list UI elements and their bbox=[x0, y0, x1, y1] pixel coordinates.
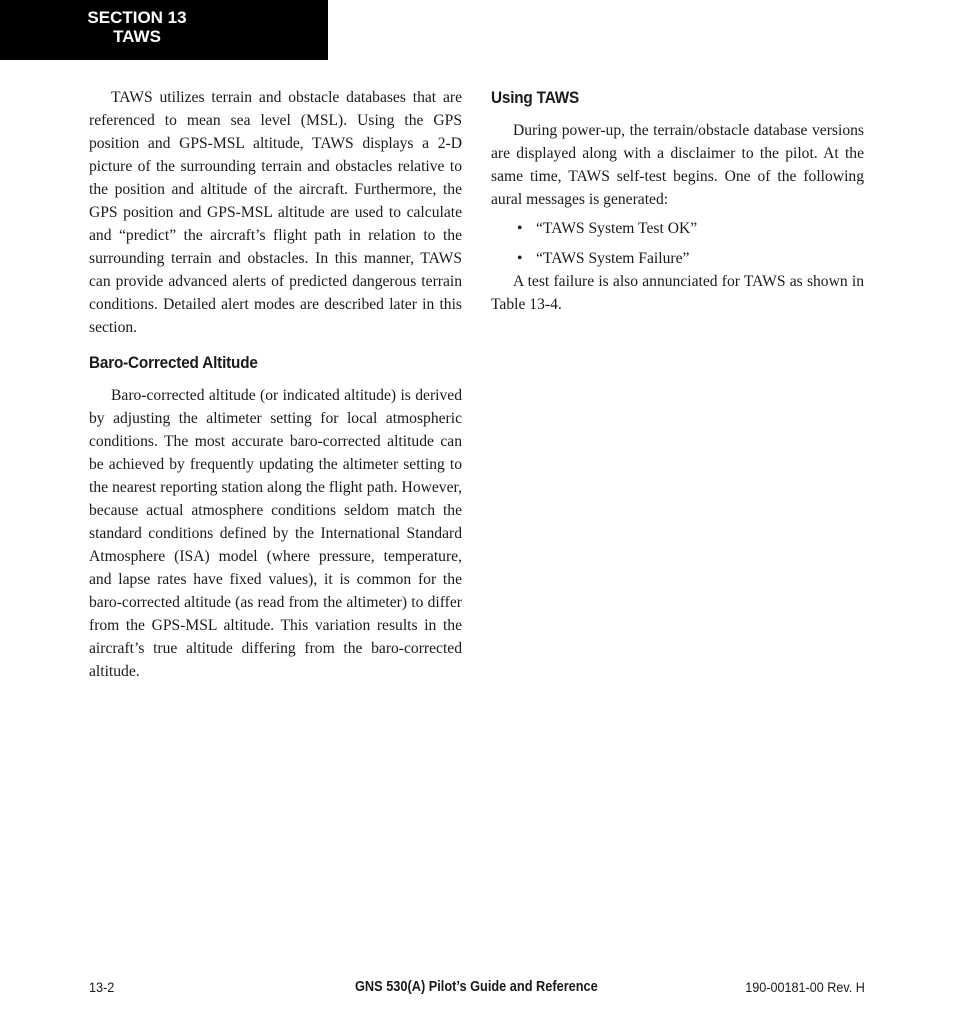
using-taws-heading: Using TAWS bbox=[491, 88, 580, 107]
aural-message-system-failure: “TAWS System Failure” bbox=[536, 250, 690, 267]
test-failure-paragraph: A test failure is also annunciated for TAWS as shown in Table 13-4. bbox=[491, 273, 864, 313]
aural-messages-list bbox=[491, 217, 864, 270]
list-item bbox=[491, 247, 864, 270]
bullet-marker: • bbox=[517, 250, 523, 267]
right-column bbox=[491, 86, 864, 316]
intro-paragraph: TAWS utilizes terrain and obstacle databases that are referenced to mean sea level (MSL). Using the GPS position and GPS-MSL altitude, TAWS displays a 2-D picture of the surrounding terrain and obstacles relative to the position and altitude of the aircraft. Furthermore, the GPS position and GPS-MSL altitude are used to calculate and “predict” the aircraft’s flight path in relation to the surrounding terrain and obstacles. In this manner, TAWS can provide advanced alerts of predicted dangerous terrain conditions. Detailed alert modes are described later in this section. bbox=[89, 89, 462, 336]
baro-corrected-altitude-heading: Baro-Corrected Altitude bbox=[89, 353, 258, 372]
bullet-marker: • bbox=[517, 220, 523, 237]
section-number: SECTION 13 bbox=[87, 8, 187, 27]
section-title: TAWS bbox=[113, 27, 161, 46]
document-title: GNS 530(A) Pilot’s Guide and Reference bbox=[355, 979, 598, 995]
section-tab bbox=[0, 0, 328, 60]
page-footer bbox=[89, 979, 865, 999]
page-number: 13-2 bbox=[89, 979, 115, 995]
left-column bbox=[89, 86, 462, 683]
baro-corrected-altitude-paragraph: Baro-corrected altitude (or indicated altitude) is derived by adjusting the altimeter setting for local atmospheric conditions. The most accurate baro-corrected altitude can be achieved by frequently updating the altimeter setting to the nearest reporting station along the flight path. However, because actual atmosphere conditions seldom match the standard conditions defined by the International Standard Atmosphere (ISA) model (where pressure, temperature, and lapse rates have fixed values), it is common for the baro-corrected altitude (as read from the altimeter) to differ from the GPS-MSL altitude. This variation results in the aircraft’s true altitude differing from the baro-corrected altitude. bbox=[89, 387, 462, 680]
list-item bbox=[491, 217, 864, 240]
document-number: 190-00181-00 Rev. H bbox=[745, 979, 865, 995]
aural-message-test-ok: “TAWS System Test OK” bbox=[536, 220, 698, 237]
using-taws-paragraph: During power-up, the terrain/obstacle database versions are displayed along with a disclaimer to the pilot. At the same time, TAWS self-test begins. One of the following aural messages is generated: bbox=[491, 122, 864, 208]
